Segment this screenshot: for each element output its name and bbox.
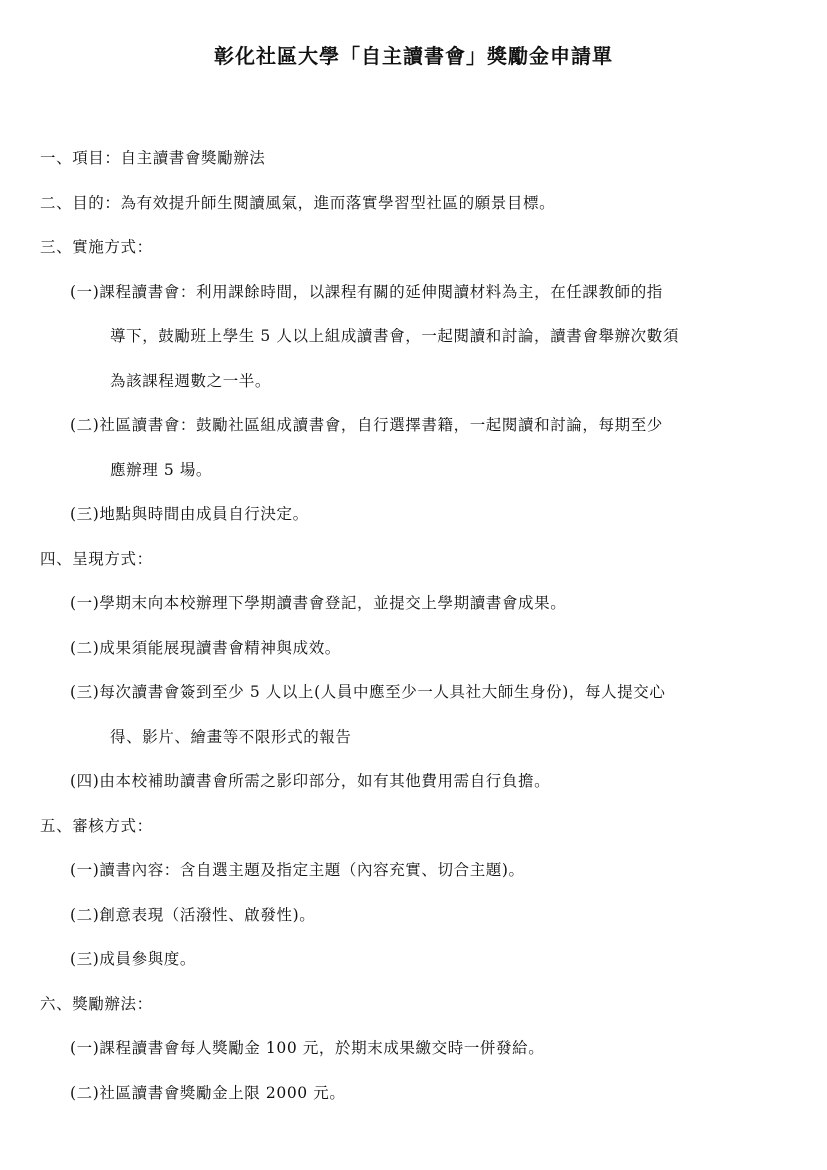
section-review: 五、審核方式： bbox=[40, 816, 153, 835]
section-purpose: 二、目的：為有效提升師生閱讀風氣，進而落實學習型社區的願景目標。 bbox=[40, 193, 556, 212]
subitem-course-reading-club: (一)課程讀書會：利用課餘時間，以課程有關的延伸閱讀材料為主，在任課教師的指 bbox=[70, 282, 663, 301]
subitem-attendance: (三)每次讀書會簽到至少 5 人以上(人員中應至少一人具社大師生身份)，每人提交心 bbox=[70, 683, 666, 701]
subitem-registration: (一)學期末向本校辦理下學期讀書會登記，並提交上學期讀書會成果。 bbox=[70, 594, 567, 612]
subitem-course-reward: (一)課程讀書會每人獎勵金 100 元，於期末成果繳交時一併發給。 bbox=[70, 1039, 545, 1057]
subitem-community-reward: (二)社區讀書會獎勵金上限 2000 元。 bbox=[70, 1083, 346, 1102]
document-title: 彰化社區大學「自主讀書會」獎勵金申請單 bbox=[214, 44, 613, 68]
document-body bbox=[40, 136, 790, 1115]
subitem-location-time: (三)地點與時間由成員自行決定。 bbox=[70, 505, 309, 523]
section-rewards: 六、獎勵辦法： bbox=[40, 994, 153, 1013]
section-item: 一、項目：自主讀書會獎勵辦法 bbox=[40, 149, 266, 167]
subitem-subsidy: (四)由本校補助讀書會所需之影印部分，如有其他費用需自行負擔。 bbox=[70, 772, 551, 790]
subitem-continuation: 為該課程週數之一半。 bbox=[110, 371, 272, 390]
section-implementation: 三、實施方式： bbox=[40, 238, 153, 256]
subitem-continuation: 應辦理 5 場。 bbox=[110, 460, 213, 479]
section-presentation: 四、呈現方式： bbox=[40, 549, 153, 568]
subitem-results-spirit: (二)成果須能展現讀書會精神與成效。 bbox=[70, 638, 341, 657]
subitem-participation: (三)成員參與度。 bbox=[70, 950, 196, 968]
subitem-continuation: 得、影片、繪畫等不限形式的報告 bbox=[110, 727, 352, 746]
subitem-reading-content: (一)讀書內容：含自選主題及指定主題（內容充實、切合主題)。 bbox=[70, 861, 525, 879]
subitem-community-reading-club: (二)社區讀書會：鼓勵社區組成讀書會，自行選擇書籍，一起閱讀和討論，每期至少 bbox=[70, 416, 663, 434]
subitem-continuation: 導下，鼓勵班上學生 5 人以上組成讀書會，一起閱讀和討論，讀書會舉辦次數須 bbox=[110, 327, 679, 345]
subitem-creativity: (二)創意表現（活潑性、啟發性)。 bbox=[70, 905, 316, 924]
